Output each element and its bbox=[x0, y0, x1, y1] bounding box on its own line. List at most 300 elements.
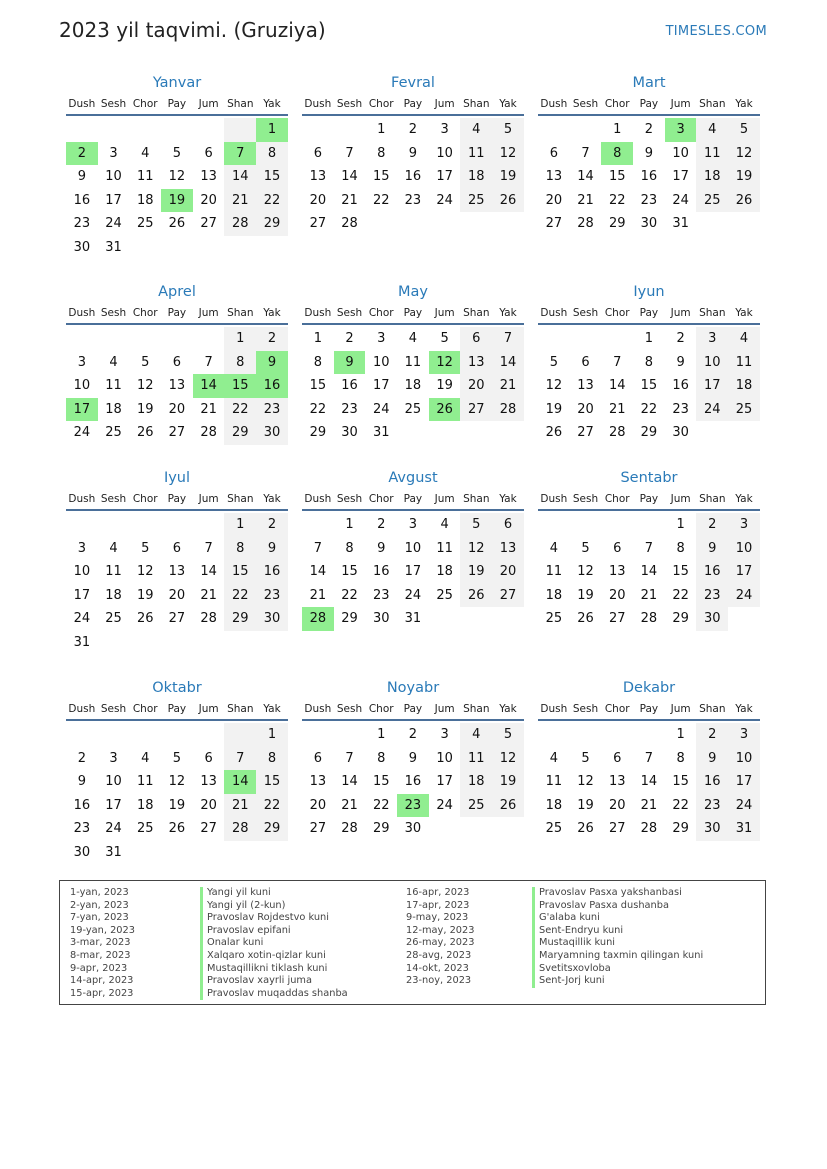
day-cell: 8 bbox=[224, 537, 256, 561]
month-oktabr bbox=[66, 677, 288, 865]
weekday-label: Dush bbox=[304, 703, 332, 715]
empty-cell bbox=[570, 327, 602, 351]
legend-holiday-name: Svetitsxovloba bbox=[532, 963, 703, 976]
day-cell: 12 bbox=[168, 774, 186, 790]
legend-date: 14-okt, 2023 bbox=[406, 962, 469, 974]
day-cell: 7 bbox=[492, 327, 524, 351]
day-cell: 19 bbox=[136, 401, 154, 417]
weekday-label: Pay bbox=[403, 703, 423, 715]
empty-cell bbox=[302, 118, 334, 142]
weekday-label: Pay bbox=[167, 703, 187, 715]
day-cell: 20 bbox=[200, 192, 217, 208]
day-grid bbox=[538, 723, 760, 841]
day-cell: 20 bbox=[309, 797, 327, 813]
weekday-label: Pay bbox=[639, 703, 659, 715]
day-cell: 16 bbox=[372, 564, 390, 580]
day-cell: 15 bbox=[672, 564, 689, 580]
day-cell: 27 bbox=[200, 821, 217, 837]
weekday-label: Yak bbox=[735, 703, 753, 715]
day-cell: 1 bbox=[676, 517, 685, 532]
weekday-label: Yak bbox=[263, 703, 281, 715]
day-cell: 31 bbox=[404, 611, 422, 627]
day-cell: 19 bbox=[577, 797, 594, 813]
day-cell: 21 bbox=[492, 374, 524, 398]
legend-date: 8-mar, 2023 bbox=[70, 949, 131, 961]
day-cell: 23 bbox=[73, 821, 91, 837]
day-cell: 1 bbox=[644, 331, 654, 346]
day-cell: 25 bbox=[105, 611, 122, 627]
empty-cell bbox=[129, 513, 161, 537]
day-cell: 28 bbox=[640, 821, 658, 837]
brand-link[interactable]: TIMESLES.COM bbox=[665, 24, 767, 39]
weekday-label: Chor bbox=[604, 307, 630, 319]
day-cell: 26 bbox=[492, 189, 524, 213]
day-cell: 2 bbox=[77, 750, 86, 766]
day-cell: 8 bbox=[676, 750, 685, 766]
empty-cell bbox=[302, 723, 334, 747]
day-grid bbox=[538, 513, 760, 631]
day-cell: 21 bbox=[224, 189, 256, 213]
day-cell: 5 bbox=[581, 750, 590, 766]
holiday-day-cell: 12 bbox=[429, 351, 461, 375]
day-cell: 9 bbox=[696, 747, 728, 771]
day-cell: 22 bbox=[256, 794, 288, 818]
day-cell: 12 bbox=[728, 142, 760, 166]
empty-cell bbox=[224, 723, 256, 747]
day-cell: 28 bbox=[640, 611, 658, 627]
day-cell: 27 bbox=[200, 216, 217, 232]
day-cell: 2 bbox=[345, 331, 354, 346]
legend-holiday-name: Yangi yil kuni bbox=[200, 887, 348, 900]
holiday-day-cell: 2 bbox=[66, 142, 98, 166]
day-cell: 4 bbox=[408, 331, 418, 346]
day-cell: 4 bbox=[141, 145, 150, 161]
day-cell: 6 bbox=[313, 750, 322, 766]
day-cell: 11 bbox=[460, 142, 492, 166]
day-cell: 3 bbox=[109, 750, 118, 766]
day-cell: 28 bbox=[608, 425, 626, 441]
day-cell: 27 bbox=[545, 216, 563, 232]
day-cell: 11 bbox=[136, 169, 154, 185]
empty-cell bbox=[66, 118, 98, 142]
day-cell: 25 bbox=[404, 401, 422, 417]
empty-cell bbox=[66, 327, 98, 351]
day-cell: 13 bbox=[309, 169, 327, 185]
day-cell: 10 bbox=[696, 351, 728, 375]
legend-holiday-name: Yangi yil (2-kun) bbox=[200, 900, 348, 913]
day-cell: 12 bbox=[136, 378, 154, 394]
day-cell: 18 bbox=[136, 192, 154, 208]
day-cell: 8 bbox=[377, 145, 386, 161]
weekday-label: Pay bbox=[639, 493, 659, 505]
day-cell: 6 bbox=[581, 354, 590, 370]
weekday-label: Dush bbox=[68, 98, 96, 110]
legend-date: 9-apr, 2023 bbox=[70, 962, 128, 974]
day-cell: 30 bbox=[256, 607, 288, 631]
day-cell: 17 bbox=[436, 169, 453, 185]
day-cell: 2 bbox=[676, 331, 685, 346]
day-cell: 14 bbox=[224, 165, 256, 189]
empty-cell bbox=[334, 723, 366, 747]
weekday-header bbox=[66, 303, 288, 325]
day-cell: 17 bbox=[728, 770, 760, 794]
day-cell: 17 bbox=[105, 797, 122, 813]
month-noyabr bbox=[302, 677, 524, 841]
legend-holiday-name: Pravoslav epifani bbox=[200, 925, 348, 938]
day-cell: 14 bbox=[492, 351, 524, 375]
day-cell: 28 bbox=[341, 216, 358, 232]
empty-cell bbox=[570, 723, 602, 747]
weekday-label: Chor bbox=[132, 307, 158, 319]
day-cell: 6 bbox=[492, 513, 524, 537]
day-cell: 24 bbox=[436, 192, 453, 208]
day-cell: 20 bbox=[608, 587, 626, 603]
month-avgust bbox=[302, 467, 524, 631]
day-cell: 30 bbox=[372, 611, 390, 627]
day-cell: 5 bbox=[492, 723, 524, 747]
day-cell: 12 bbox=[136, 564, 154, 580]
weekday-label: Dush bbox=[304, 98, 332, 110]
weekday-label: Pay bbox=[167, 307, 187, 319]
day-cell: 15 bbox=[256, 770, 288, 794]
day-cell: 16 bbox=[696, 560, 728, 584]
legend-name-column bbox=[200, 887, 348, 1000]
day-cell: 5 bbox=[141, 540, 150, 556]
day-cell: 22 bbox=[224, 584, 256, 608]
day-cell: 26 bbox=[168, 216, 186, 232]
weekday-label: Jum bbox=[670, 307, 691, 319]
day-cell: 4 bbox=[549, 750, 558, 766]
legend-date: 23-noy, 2023 bbox=[406, 975, 472, 987]
empty-cell bbox=[193, 327, 225, 351]
empty-cell bbox=[601, 513, 633, 537]
day-cell: 11 bbox=[545, 774, 563, 790]
empty-cell bbox=[161, 513, 193, 537]
day-cell: 25 bbox=[136, 821, 154, 837]
day-cell: 10 bbox=[672, 145, 689, 161]
day-cell: 2 bbox=[696, 723, 728, 747]
day-cell: 21 bbox=[640, 587, 658, 603]
day-cell: 7 bbox=[313, 540, 322, 556]
weekday-label: Pay bbox=[639, 98, 659, 110]
day-cell: 13 bbox=[492, 537, 524, 561]
day-cell: 18 bbox=[404, 378, 422, 394]
weekday-label: Sesh bbox=[572, 493, 599, 505]
day-cell: 30 bbox=[640, 216, 658, 232]
day-cell: 2 bbox=[377, 517, 386, 532]
holiday-legend bbox=[59, 880, 766, 1005]
day-cell: 29 bbox=[672, 821, 689, 837]
weekday-label: Yak bbox=[735, 98, 753, 110]
day-cell: 1 bbox=[676, 727, 685, 742]
month-name: Iyun bbox=[633, 284, 665, 300]
holiday-day-cell: 7 bbox=[224, 142, 256, 166]
day-cell: 12 bbox=[577, 774, 594, 790]
day-cell: 7 bbox=[345, 750, 354, 766]
day-cell: 23 bbox=[696, 794, 728, 818]
day-cell: 24 bbox=[372, 401, 390, 417]
day-cell: 4 bbox=[109, 540, 118, 556]
day-cell: 2 bbox=[644, 122, 654, 137]
month-mart bbox=[538, 72, 760, 236]
month-name: Aprel bbox=[158, 284, 196, 300]
weekday-label: Yak bbox=[499, 493, 517, 505]
empty-cell bbox=[538, 513, 570, 537]
day-cell: 30 bbox=[73, 239, 91, 255]
empty-cell bbox=[66, 723, 98, 747]
day-cell: 16 bbox=[404, 169, 422, 185]
day-cell: 20 bbox=[168, 401, 186, 417]
month-name: Oktabr bbox=[152, 680, 202, 696]
weekday-label: Jum bbox=[434, 98, 455, 110]
day-cell: 7 bbox=[224, 747, 256, 771]
day-cell: 18 bbox=[105, 401, 122, 417]
day-cell: 5 bbox=[460, 513, 492, 537]
day-cell: 26 bbox=[577, 611, 594, 627]
day-cell: 30 bbox=[696, 607, 728, 631]
day-cell: 19 bbox=[168, 797, 186, 813]
weekday-label: Shan bbox=[699, 493, 726, 505]
day-cell: 10 bbox=[436, 145, 453, 161]
legend-holiday-name: Pravoslav Pasxa yakshanbasi bbox=[532, 887, 703, 900]
day-cell: 24 bbox=[728, 794, 760, 818]
weekday-header bbox=[302, 699, 524, 721]
day-cell: 21 bbox=[341, 192, 358, 208]
weekday-label: Shan bbox=[227, 98, 254, 110]
day-cell: 1 bbox=[256, 723, 288, 747]
weekday-label: Chor bbox=[132, 703, 158, 715]
day-cell: 22 bbox=[309, 401, 327, 417]
day-cell: 15 bbox=[608, 169, 626, 185]
legend-holiday-name: Mustaqillik kuni bbox=[532, 937, 703, 950]
weekday-label: Yak bbox=[263, 493, 281, 505]
day-cell: 13 bbox=[168, 564, 186, 580]
day-cell: 14 bbox=[200, 564, 217, 580]
day-cell: 11 bbox=[136, 774, 154, 790]
weekday-label: Pay bbox=[403, 307, 423, 319]
day-cell: 13 bbox=[309, 774, 327, 790]
day-cell: 29 bbox=[256, 212, 288, 236]
legend-holiday-name: Pravoslav muqaddas shanba bbox=[200, 988, 348, 1001]
day-cell: 7 bbox=[204, 354, 213, 370]
day-cell: 12 bbox=[460, 537, 492, 561]
day-cell: 22 bbox=[372, 797, 390, 813]
legend-date: 7-yan, 2023 bbox=[70, 912, 129, 924]
day-cell: 16 bbox=[640, 169, 658, 185]
day-cell: 5 bbox=[172, 145, 182, 161]
day-cell: 26 bbox=[728, 189, 760, 213]
day-cell: 9 bbox=[676, 354, 685, 370]
weekday-label: Chor bbox=[132, 98, 158, 110]
day-grid bbox=[538, 327, 760, 445]
legend-date: 16-apr, 2023 bbox=[406, 887, 470, 898]
day-cell: 6 bbox=[460, 327, 492, 351]
day-cell: 19 bbox=[728, 165, 760, 189]
day-cell: 3 bbox=[440, 122, 449, 137]
day-cell: 8 bbox=[377, 750, 386, 766]
day-grid bbox=[302, 327, 524, 445]
day-cell: 24 bbox=[105, 821, 122, 837]
day-cell: 28 bbox=[224, 817, 256, 841]
legend-date: 19-yan, 2023 bbox=[70, 924, 135, 936]
day-cell: 29 bbox=[372, 821, 390, 837]
day-cell: 11 bbox=[696, 142, 728, 166]
holiday-day-cell: 16 bbox=[256, 374, 288, 398]
day-cell: 11 bbox=[404, 354, 422, 370]
day-cell: 13 bbox=[460, 351, 492, 375]
legend-holiday-name: Pravoslav Rojdestvo kuni bbox=[200, 912, 348, 925]
weekday-label: Dush bbox=[540, 703, 568, 715]
weekday-label: Jum bbox=[434, 493, 455, 505]
day-cell: 29 bbox=[256, 817, 288, 841]
day-cell: 10 bbox=[728, 537, 760, 561]
month-yanvar bbox=[66, 72, 288, 260]
legend-name-column bbox=[532, 887, 703, 988]
day-cell: 20 bbox=[492, 560, 524, 584]
month-name: Dekabr bbox=[622, 680, 676, 696]
day-cell: 11 bbox=[105, 564, 122, 580]
day-cell: 23 bbox=[256, 584, 288, 608]
empty-cell bbox=[538, 118, 570, 142]
weekday-label: Sesh bbox=[572, 703, 599, 715]
day-cell: 6 bbox=[172, 354, 182, 370]
empty-cell bbox=[161, 327, 193, 351]
weekday-label: Yak bbox=[263, 307, 281, 319]
holiday-day-cell: 17 bbox=[66, 398, 98, 422]
weekday-label: Yak bbox=[499, 307, 517, 319]
empty-cell bbox=[193, 513, 225, 537]
day-grid bbox=[66, 118, 288, 260]
legend-date: 2-yan, 2023 bbox=[70, 899, 129, 911]
day-cell: 31 bbox=[672, 216, 689, 232]
weekday-label: Pay bbox=[403, 98, 423, 110]
day-cell: 20 bbox=[545, 192, 563, 208]
weekday-label: Jum bbox=[670, 703, 691, 715]
day-cell: 22 bbox=[341, 587, 358, 603]
day-cell: 11 bbox=[545, 564, 563, 580]
day-cell: 18 bbox=[136, 797, 154, 813]
legend-holiday-name: Mustaqillikni tiklash kuni bbox=[200, 963, 348, 976]
day-cell: 29 bbox=[309, 425, 327, 441]
day-cell: 3 bbox=[728, 513, 760, 537]
day-cell: 2 bbox=[408, 727, 418, 742]
day-cell: 27 bbox=[608, 821, 626, 837]
day-cell: 13 bbox=[577, 378, 594, 394]
day-cell: 13 bbox=[608, 774, 626, 790]
weekday-header bbox=[538, 489, 760, 511]
empty-cell bbox=[98, 513, 130, 537]
month-may bbox=[302, 281, 524, 445]
weekday-label: Chor bbox=[368, 98, 394, 110]
day-cell: 24 bbox=[73, 425, 91, 441]
day-cell: 18 bbox=[460, 165, 492, 189]
day-cell: 18 bbox=[545, 797, 563, 813]
day-cell: 6 bbox=[313, 145, 322, 161]
day-cell: 10 bbox=[728, 747, 760, 771]
day-cell: 3 bbox=[728, 723, 760, 747]
weekday-label: Sesh bbox=[336, 98, 363, 110]
day-cell: 29 bbox=[341, 611, 358, 627]
day-cell: 1 bbox=[613, 122, 622, 137]
month-iyul bbox=[66, 467, 288, 655]
day-cell: 4 bbox=[696, 118, 728, 142]
weekday-label: Shan bbox=[463, 703, 490, 715]
day-cell: 19 bbox=[136, 587, 154, 603]
day-cell: 8 bbox=[345, 540, 354, 556]
holiday-day-cell: 14 bbox=[193, 374, 225, 398]
holiday-day-cell: 9 bbox=[256, 351, 288, 375]
weekday-label: Dush bbox=[68, 493, 96, 505]
weekday-label: Jum bbox=[434, 703, 455, 715]
day-cell: 30 bbox=[73, 844, 91, 860]
day-cell: 28 bbox=[492, 398, 524, 422]
day-cell: 23 bbox=[73, 216, 91, 232]
weekday-label: Yak bbox=[735, 493, 753, 505]
weekday-label: Chor bbox=[368, 493, 394, 505]
day-cell: 14 bbox=[309, 564, 327, 580]
day-grid bbox=[302, 513, 524, 631]
day-cell: 13 bbox=[168, 378, 186, 394]
day-cell: 31 bbox=[728, 817, 760, 841]
legend-holiday-name: Xalqaro xotin-qizlar kuni bbox=[200, 950, 348, 963]
empty-cell bbox=[98, 327, 130, 351]
empty-cell bbox=[161, 723, 193, 747]
empty-cell bbox=[193, 723, 225, 747]
weekday-label: Yak bbox=[499, 703, 517, 715]
weekday-header bbox=[66, 489, 288, 511]
day-cell: 4 bbox=[728, 327, 760, 351]
day-cell: 9 bbox=[256, 537, 288, 561]
holiday-day-cell: 3 bbox=[665, 118, 697, 142]
holiday-day-cell: 19 bbox=[161, 189, 193, 213]
day-cell: 20 bbox=[608, 797, 626, 813]
day-cell: 26 bbox=[460, 584, 492, 608]
weekday-label: Pay bbox=[639, 307, 659, 319]
legend-date: 9-may, 2023 bbox=[406, 912, 469, 924]
legend-holiday-name: Pravoslav Pasxa dushanba bbox=[532, 900, 703, 913]
weekday-header bbox=[302, 303, 524, 325]
weekday-label: Shan bbox=[699, 98, 726, 110]
day-cell: 23 bbox=[256, 398, 288, 422]
weekday-label: Sesh bbox=[100, 98, 127, 110]
day-cell: 29 bbox=[640, 425, 658, 441]
day-cell: 14 bbox=[577, 169, 594, 185]
day-cell: 14 bbox=[640, 774, 658, 790]
holiday-day-cell: 26 bbox=[429, 398, 461, 422]
day-cell: 12 bbox=[545, 378, 563, 394]
empty-cell bbox=[98, 118, 130, 142]
day-cell: 9 bbox=[408, 145, 418, 161]
empty-cell bbox=[129, 118, 161, 142]
day-cell: 25 bbox=[545, 611, 563, 627]
day-cell: 30 bbox=[404, 821, 422, 837]
day-cell: 12 bbox=[168, 169, 186, 185]
day-grid bbox=[302, 723, 524, 841]
day-cell: 16 bbox=[404, 774, 422, 790]
day-cell: 26 bbox=[545, 425, 563, 441]
day-cell: 19 bbox=[436, 378, 453, 394]
weekday-label: Chor bbox=[368, 703, 394, 715]
weekday-label: Sesh bbox=[100, 307, 127, 319]
day-cell: 26 bbox=[136, 611, 154, 627]
day-cell: 2 bbox=[408, 122, 418, 137]
empty-cell bbox=[224, 118, 256, 142]
day-cell: 15 bbox=[309, 378, 327, 394]
empty-cell bbox=[129, 723, 161, 747]
day-cell: 21 bbox=[577, 192, 594, 208]
day-cell: 4 bbox=[109, 354, 118, 370]
day-cell: 28 bbox=[200, 611, 217, 627]
